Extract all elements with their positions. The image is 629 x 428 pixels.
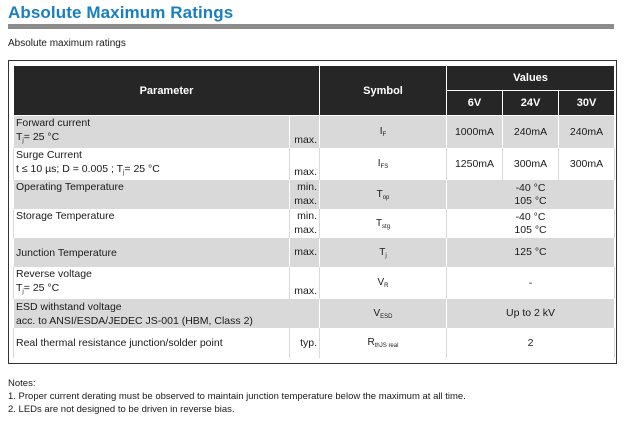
note-item: 1. Proper current derating must be observed to maintain junction temperature below the maximum at all time. [8,391,466,402]
table-row [14,148,615,180]
value-all: Up to 2 kV [447,299,615,328]
page-title: Absolute Maximum Ratings [8,3,234,22]
value-6v: 1000mA [447,116,503,148]
notes-heading: Notes: [8,378,36,389]
table-row [14,299,615,328]
table-row [14,180,615,209]
limit-cell: min. max. [290,180,320,209]
symbol-cell: $V_{ESD}$ [320,299,447,328]
value-6v: 1250mA [447,148,503,180]
param-cell: Operating Temperature [14,180,290,209]
symbol-cell: $I_F$ [320,116,447,148]
value-24v: 240mA [503,116,559,148]
table-row [14,238,615,267]
title-divider [8,24,614,29]
limit-cell: max. [290,116,320,148]
param-cell: Forward current $T_j= 25$ °C [14,116,290,148]
limit-cell: max. [290,238,320,267]
symbol-cell: $I_{FS}$ [320,148,447,180]
header-24v: 24V [503,91,559,116]
header-values: Values [447,66,615,91]
param-cell: Real thermal resistance junction/solder point [14,328,290,358]
limit-cell: min. max. [290,209,320,238]
ratings-table [13,65,615,116]
param-cell: Reverse voltage $T_j= 25$ °C [14,267,290,299]
symbol-cell: $R_{thJS real}$ [320,328,447,358]
header-30v: 30V [559,91,615,116]
table-row [14,328,615,358]
limit-cell: max. [290,267,320,299]
value-all: -40 °C 105 °C [447,209,615,238]
symbol-cell: $T_{op}$ [320,180,447,209]
table-row [14,267,615,299]
value-30v: 240mA [559,116,615,148]
limit-cell: max. [290,148,320,180]
table-row [14,209,615,238]
param-cell: Junction Temperature [14,238,290,267]
param-cell: Storage Temperature [14,209,290,238]
symbol-cell: $T_j$ [320,238,447,267]
value-all: - [447,267,615,299]
note-item: 2. LEDs are not designed to be driven in reverse bias. [8,404,235,415]
ratings-table-frame [8,60,617,364]
header-6v: 6V [447,91,503,116]
param-cell: ESD withstand voltage acc. to ANSI/ESDA/JEDEC JS-001 (HBM, Class 2) [14,299,320,328]
ratings-table-body [13,116,615,358]
table-row [14,116,615,148]
value-all: 2 [447,328,615,358]
value-30v: 300mA [559,148,615,180]
section-subtitle: Absolute maximum ratings [8,38,126,49]
header-symbol: Symbol [320,66,447,116]
limit-cell: typ. [290,328,320,358]
value-24v: 300mA [503,148,559,180]
value-all: -40 °C 105 °C [447,180,615,209]
symbol-cell: $T_{stg}$ [320,209,447,238]
notes-section [8,377,466,416]
value-all: 125 °C [447,238,615,267]
symbol-cell: $V_R$ [320,267,447,299]
param-cell: Surge Current t ≤ 10 µs; D = 0.005 ; $T_j= 25$ °C [14,148,290,180]
header-parameter: Parameter [14,66,320,116]
